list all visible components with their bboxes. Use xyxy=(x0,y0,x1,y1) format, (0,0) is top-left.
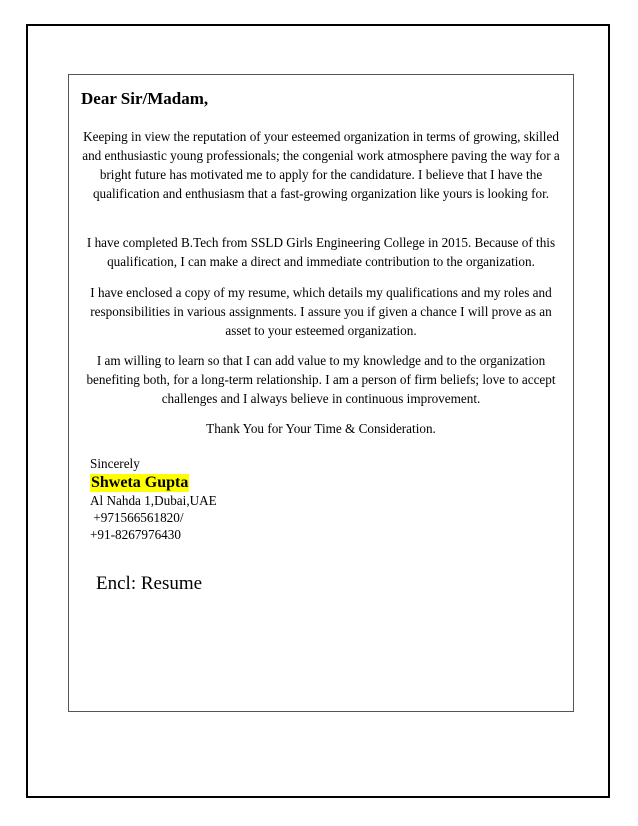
enclosure-note: Encl: Resume xyxy=(96,573,203,594)
paragraph-2: I have completed B.Tech from SSLD Girls Engineering College in 2015. Because of this qualification, I can make a direct and immediate contribution to the organization. xyxy=(86,235,556,269)
letter-box xyxy=(68,74,574,712)
paragraph-1: Keeping in view the reputation of your esteemed organization in terms of growing, skilled and enthusiastic young professionals; the congenial work atmosphere paving the way for a bright future has motivated me to apply for the candidature. I believe that I have the qualification and enthusiasm that a fast-growing organization like yours is looking for. xyxy=(82,129,560,201)
sender-phone-uae: +971566561820/ xyxy=(90,510,184,525)
closing-word: Sincerely xyxy=(90,456,140,471)
salutation: Dear Sir/Madam, xyxy=(81,89,209,108)
thank-you-line: Thank You for Your Time & Consideration. xyxy=(206,421,436,436)
sender-name: Shweta Gupta xyxy=(91,474,189,491)
paragraph-3: I have enclosed a copy of my resume, which details my qualifications and my roles and responsibilities in various assignments. I assure you if given a chance I will prove as an asset to your esteemed organization. xyxy=(90,285,552,338)
sender-phone-india: +91-8267976430 xyxy=(90,527,181,542)
signature-block xyxy=(90,455,217,543)
sender-address: Al Nahda 1,Dubai,UAE xyxy=(90,493,217,508)
paragraph-4: I am willing to learn so that I can add value to my knowledge and to the organization benefiting both, for a long-term relationship. I am a person of firm beliefs; love to accept challenges and I always believe in continuous improvement. xyxy=(86,353,556,406)
